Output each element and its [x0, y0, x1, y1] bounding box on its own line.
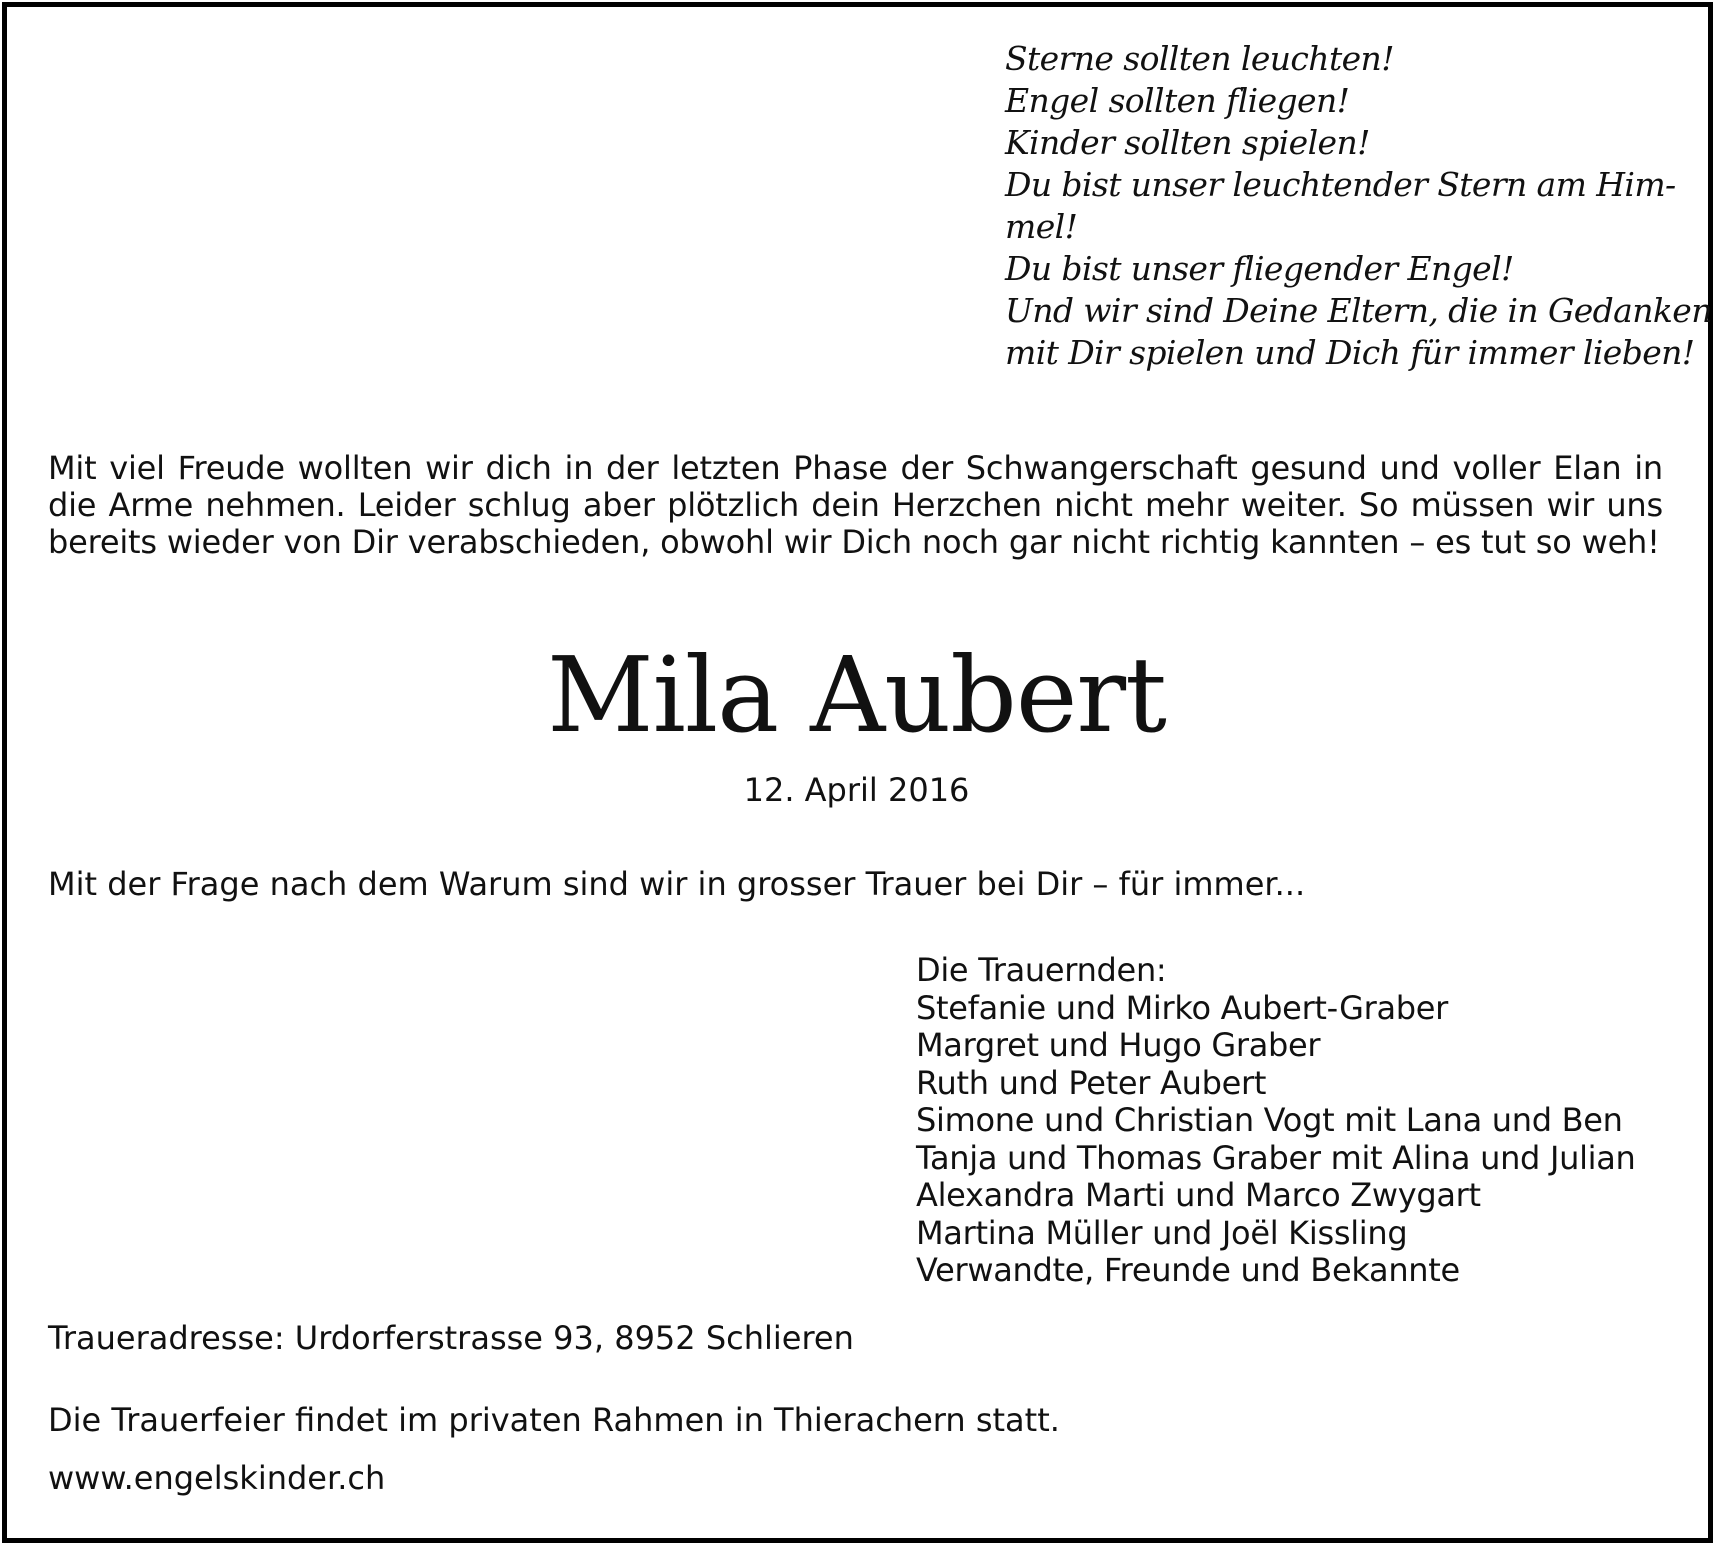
deceased-name: Mila Aubert: [547, 634, 1166, 756]
poem-line: mit Dir spielen und Dich für immer lieben!: [1005, 333, 1695, 372]
mourner-entry: Simone und Christian Vogt mit Lana und Ben: [916, 1101, 1623, 1139]
mourner-entry: Tanja und Thomas Graber mit Alina und Julian: [916, 1138, 1636, 1177]
poem-line: Du bist unser fliegender Engel!: [1005, 249, 1514, 288]
website-link[interactable]: www.engelskinder.ch: [48, 1459, 386, 1497]
poem-line: mel!: [1005, 207, 1078, 246]
ceremony-info: Die Trauerfeier findet im privaten Rahmen in Thierachern statt.: [48, 1401, 1060, 1439]
mourners-heading: Die Trauernden:: [916, 951, 1167, 989]
poem-line: Und wir sind Deine Eltern, die in Gedanken: [1005, 291, 1712, 330]
mourner-entry: Alexandra Marti und Marco Zwygart: [916, 1176, 1481, 1214]
date-of-death: 12. April 2016: [743, 771, 970, 809]
mourners-list: [916, 952, 1636, 1290]
poem-line: Kinder sollten spielen!: [1005, 123, 1370, 162]
mourner-entry: Ruth und Peter Aubert: [916, 1063, 1267, 1102]
mourner-entry: Margret und Hugo Graber: [916, 1026, 1321, 1064]
mourner-entry: Stefanie und Mirko Aubert-Graber: [916, 988, 1449, 1027]
poem-line: Engel sollten fliegen!: [1005, 81, 1350, 120]
mourner-entry: Verwandte, Freunde und Bekannte: [916, 1251, 1460, 1289]
question-paragraph: Mit der Frage nach dem Warum sind wir in grosser Trauer bei Dir – für immer...: [48, 865, 1306, 903]
mourner-entry: Martina Müller und Joël Kissling: [916, 1213, 1408, 1252]
intro-paragraph: Mit viel Freude wollten wir dich in der letzten Phase der Schwangerschaft gesund und voller Elan in die Arme nehmen. Leider schlug aber plötzlich dein Herzchen nicht mehr weiter. So müssen wir uns bereits wieder von Dir verabschieden, obwohl wir Dich noch gar nicht richtig kannten – es tut so weh!: [48, 449, 1663, 561]
poem: [1005, 38, 1712, 374]
poem-line: Sterne sollten leuchten!: [1005, 39, 1394, 78]
mourning-address: Traueradresse: Urdorferstrasse 93, 8952 Schlieren: [48, 1319, 854, 1357]
poem-line: Du bist unser leuchtender Stern am Him-: [1005, 165, 1676, 204]
